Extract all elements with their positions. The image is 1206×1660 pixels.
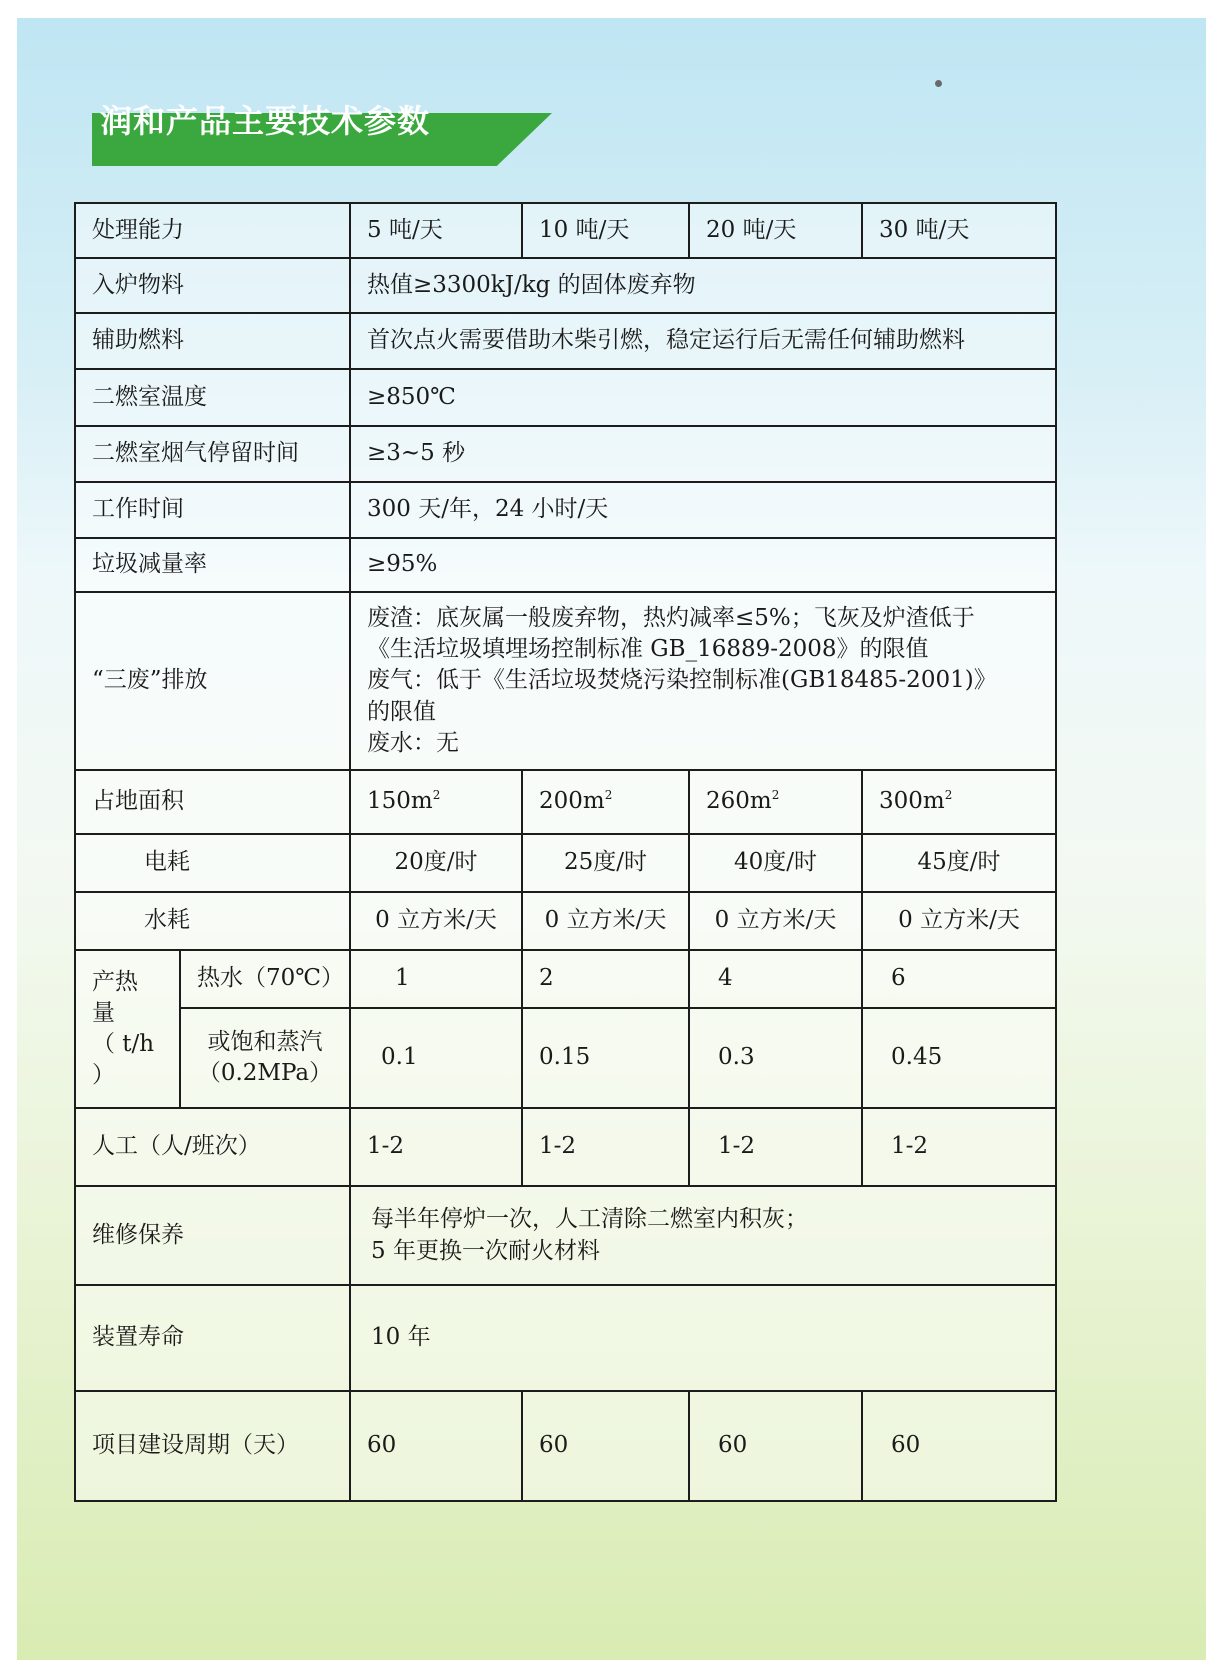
- hot-water-30t: 6: [862, 950, 1056, 1008]
- heat-label-line: 量: [92, 999, 115, 1026]
- power-20t: 40度/时: [689, 834, 862, 892]
- spec-table: [74, 202, 1057, 1502]
- value-maintenance: [350, 1186, 1056, 1285]
- label-power: 电耗: [75, 834, 350, 892]
- row-aux-fuel: [75, 313, 1056, 369]
- footprint-value: 150: [367, 788, 411, 815]
- label-emissions: “三废”排放: [75, 592, 350, 770]
- footprint-30t: [862, 770, 1056, 834]
- construction-5t: 60: [350, 1391, 522, 1501]
- emissions-line: 废渣：底灰属一般废弃物，热灼减率≤5%；飞灰及炉渣低于: [367, 605, 975, 632]
- footprint-unit: m: [922, 788, 945, 815]
- page-title: 润和产品主要技术参数: [100, 102, 431, 140]
- value-residence-time: ≥3~5 秒: [350, 426, 1056, 482]
- labor-20t: 1-2: [689, 1108, 862, 1186]
- labor-10t: 1-2: [522, 1108, 689, 1186]
- hot-water-20t: 4: [689, 950, 862, 1008]
- maintenance-line: 每半年停炉一次，人工清除二燃室内积灰；: [371, 1206, 808, 1233]
- row-steam: [75, 1008, 1056, 1108]
- value-reduction-rate: ≥95%: [350, 538, 1056, 592]
- label-residence-time: 二燃室烟气停留时间: [75, 426, 350, 482]
- row-chamber-temp: [75, 369, 1056, 426]
- steam-label-line: （0.2MPa）: [197, 1060, 333, 1086]
- heat-label-line: ）: [92, 1062, 115, 1089]
- emissions-line: 《生活垃圾填埋场控制标准 GB_16889-2008》的限值: [367, 636, 929, 663]
- row-labor: [75, 1108, 1056, 1186]
- footprint-5t: [350, 770, 522, 834]
- footprint-unit-exp: 2: [944, 788, 953, 803]
- print-speck: [935, 80, 942, 87]
- emissions-line: 废水：无: [367, 729, 459, 756]
- hot-water-10t: 2: [522, 950, 689, 1008]
- emissions-line: 的限值: [367, 698, 436, 725]
- value-aux-fuel: 首次点火需要借助木柴引燃，稳定运行后无需任何辅助燃料: [350, 313, 1056, 369]
- water-30t: 0 立方米/天: [862, 892, 1056, 950]
- row-reduction-rate: [75, 538, 1056, 592]
- label-footprint: 占地面积: [75, 770, 350, 834]
- value-chamber-temp: ≥850℃: [350, 369, 1056, 426]
- row-maintenance: [75, 1186, 1056, 1285]
- label-construction: 项目建设周期（天）: [75, 1391, 350, 1501]
- value-work-time: 300 天/年，24 小时/天: [350, 482, 1056, 538]
- row-hot-water: [75, 950, 1056, 1008]
- label-hot-water: 热水（70℃）: [180, 950, 350, 1008]
- capacity-30t: 30 吨/天: [862, 203, 1056, 258]
- capacity-20t: 20 吨/天: [689, 203, 862, 258]
- label-feed-material: 入炉物料: [75, 258, 350, 313]
- label-reduction-rate: 垃圾减量率: [75, 538, 350, 592]
- footprint-unit-exp: 2: [771, 788, 780, 803]
- row-feed-material: [75, 258, 1056, 313]
- construction-20t: 60: [689, 1391, 862, 1501]
- footprint-value: 300: [879, 788, 923, 815]
- steam-label-line: 或饱和蒸汽: [207, 1028, 323, 1055]
- steam-10t: 0.15: [522, 1008, 689, 1108]
- label-aux-fuel: 辅助燃料: [75, 313, 350, 369]
- footprint-10t: [522, 770, 689, 834]
- footprint-unit: m: [749, 788, 772, 815]
- footprint-value: 260: [706, 788, 750, 815]
- label-labor: 人工（人/班次）: [75, 1108, 350, 1186]
- footprint-20t: [689, 770, 862, 834]
- water-5t: 0 立方米/天: [350, 892, 522, 950]
- labor-30t: 1-2: [862, 1108, 1056, 1186]
- footprint-unit-exp: 2: [604, 788, 613, 803]
- power-10t: 25度/时: [522, 834, 689, 892]
- label-chamber-temp: 二燃室温度: [75, 369, 350, 426]
- label-maintenance: 维修保养: [75, 1186, 350, 1285]
- water-10t: 0 立方米/天: [522, 892, 689, 950]
- steam-20t: 0.3: [689, 1008, 862, 1108]
- label-lifespan: 装置寿命: [75, 1285, 350, 1391]
- capacity-10t: 10 吨/天: [522, 203, 689, 258]
- footprint-unit: m: [582, 788, 605, 815]
- row-construction: [75, 1391, 1056, 1501]
- maintenance-line: 5 年更换一次耐火材料: [371, 1237, 600, 1264]
- heat-label-line: （ t/h: [92, 1031, 155, 1057]
- footprint-value: 200: [539, 788, 583, 815]
- value-lifespan: 10 年: [350, 1285, 1056, 1391]
- value-feed-material: 热值≥3300kJ/kg 的固体废弃物: [350, 258, 1056, 313]
- heat-label-line: 产热: [92, 968, 138, 995]
- steam-5t: 0.1: [350, 1008, 522, 1108]
- label-water: 水耗: [75, 892, 350, 950]
- capacity-5t: 5 吨/天: [350, 203, 522, 258]
- emissions-line: 废气：低于《生活垃圾焚烧污染控制标准(GB18485-2001)》: [367, 667, 997, 694]
- power-30t: 45度/时: [862, 834, 1056, 892]
- label-capacity: 处理能力: [75, 203, 350, 258]
- labor-5t: 1-2: [350, 1108, 522, 1186]
- water-20t: 0 立方米/天: [689, 892, 862, 950]
- hot-water-5t: 1: [350, 950, 522, 1008]
- label-work-time: 工作时间: [75, 482, 350, 538]
- construction-10t: 60: [522, 1391, 689, 1501]
- label-heat-output: [75, 950, 180, 1108]
- row-footprint: [75, 770, 1056, 834]
- row-residence-time: [75, 426, 1056, 482]
- footprint-unit-exp: 2: [432, 788, 441, 803]
- construction-30t: 60: [862, 1391, 1056, 1501]
- power-5t: 20度/时: [350, 834, 522, 892]
- row-emissions: [75, 592, 1056, 770]
- row-water: [75, 892, 1056, 950]
- steam-30t: 0.45: [862, 1008, 1056, 1108]
- row-power: [75, 834, 1056, 892]
- footprint-unit: m: [410, 788, 433, 815]
- row-lifespan: [75, 1285, 1056, 1391]
- label-steam: [180, 1008, 350, 1108]
- value-emissions: [350, 592, 1056, 770]
- row-capacity: [75, 203, 1056, 258]
- row-work-time: [75, 482, 1056, 538]
